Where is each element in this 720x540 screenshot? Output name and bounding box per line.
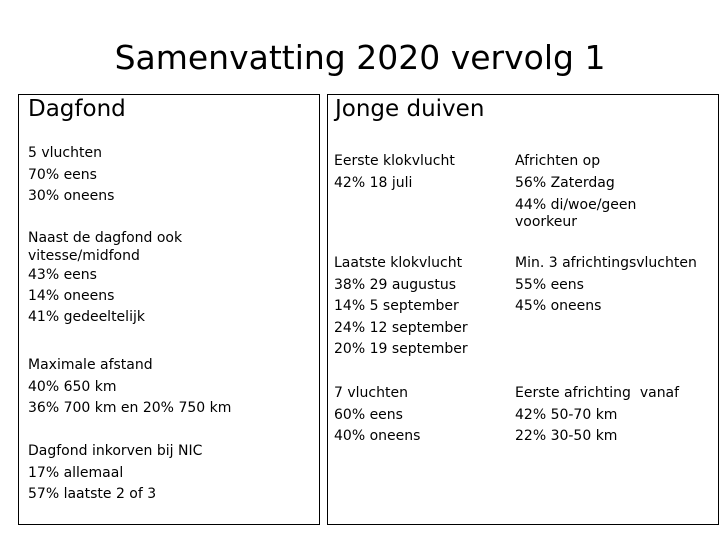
block-line: 56% Zaterdag: [515, 174, 615, 191]
block-line: 60% eens: [334, 406, 403, 423]
block-line: 22% 30-50 km: [515, 428, 618, 444]
dagfond-inkorven-block: [28, 441, 202, 506]
block-line: 38% 29 augustus: [334, 276, 456, 293]
block-line: 70% eens: [28, 166, 97, 183]
eerste-klokvlucht-block: [334, 151, 455, 194]
laatste-klokvlucht-block: [334, 253, 468, 361]
block-line: 17% allemaal: [28, 464, 124, 481]
block-heading: Eerste africhting vanaf: [515, 385, 680, 401]
block-line: 45% oneens: [515, 298, 602, 314]
block-heading: vitesse/midfond: [28, 248, 140, 264]
block-line: 14% oneens: [28, 288, 115, 304]
jonge-vluchten-block: [334, 383, 420, 448]
jonge-duiven-heading: Jonge duiven: [335, 96, 485, 122]
block-heading: Naast de dagfond ook: [28, 230, 183, 246]
block-line: 43% eens: [28, 267, 97, 283]
block-line: 30% oneens: [28, 188, 115, 204]
block-line: 42% 50-70 km: [515, 406, 618, 423]
block-line: 36% 700 km en 20% 750 km: [28, 400, 232, 416]
block-line: 40% 650 km: [28, 378, 117, 395]
block-line: 24% 12 september: [334, 319, 468, 336]
block-heading: Africhten op: [515, 153, 601, 169]
dagfond-heading: Dagfond: [28, 96, 126, 122]
block-line: voorkeur: [515, 214, 578, 230]
page-title: Samenvatting 2020 vervolg 1: [114, 38, 606, 77]
block-heading: Laatste klokvlucht: [334, 255, 463, 271]
block-heading: Min. 3 africhtingsvluchten: [515, 255, 697, 271]
block-line: 14% 5 september: [334, 298, 459, 314]
africhten-op-block: [515, 151, 636, 229]
block-heading: 5 vluchten: [28, 145, 102, 161]
block-line: 57% laatste 2 of 3: [28, 486, 157, 502]
block-line: 40% oneens: [334, 428, 421, 444]
block-heading: Maximale afstand: [28, 357, 153, 373]
block-line: 20% 19 september: [334, 341, 468, 357]
block-line: 42% 18 juli: [334, 174, 413, 191]
block-line: 41% gedeeltelijk: [28, 309, 145, 325]
block-heading: Dagfond inkorven bij NIC: [28, 443, 203, 459]
block-heading: Eerste klokvlucht: [334, 153, 455, 169]
block-line: 44% di/woe/geen: [515, 197, 637, 213]
dagfond-vitesse-block: [28, 229, 182, 328]
dagfond-afstand-block: [28, 355, 231, 420]
block-heading: 7 vluchten: [334, 385, 408, 401]
block-line: 55% eens: [515, 276, 584, 293]
dagfond-vluchten-block: [28, 143, 114, 208]
eerste-africhting-block: [515, 383, 679, 448]
min-africhtingsvluchten-block: [515, 253, 697, 318]
